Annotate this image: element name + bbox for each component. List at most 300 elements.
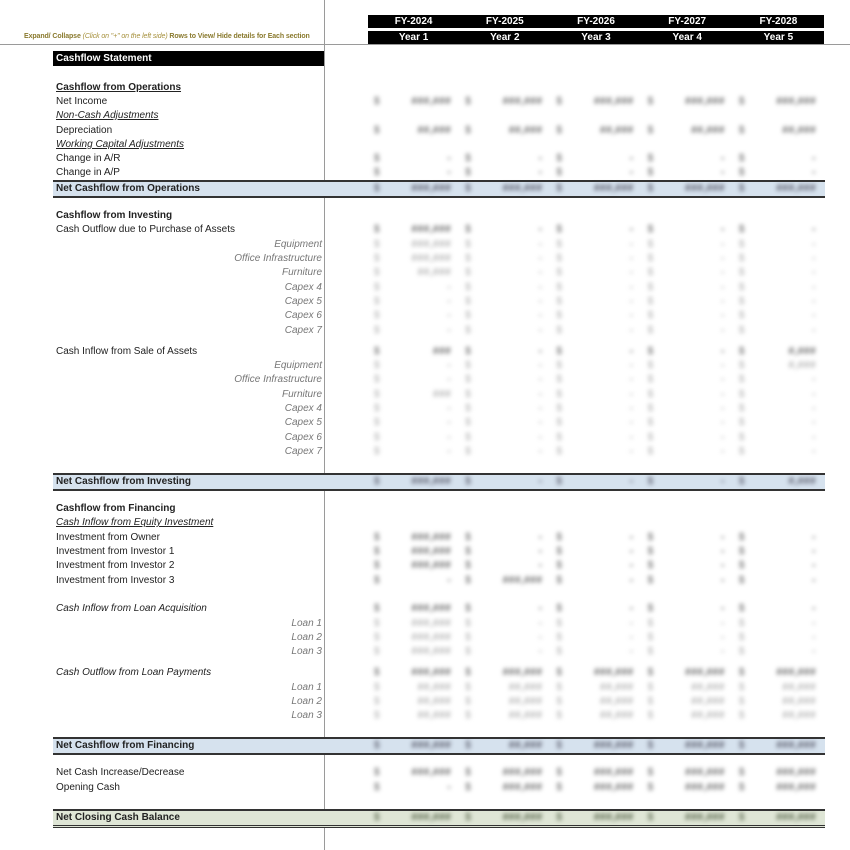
value-cell[interactable] [368, 666, 459, 680]
value-cell[interactable] [459, 559, 550, 573]
value-cell[interactable] [459, 666, 550, 680]
cell-value: ##,### [508, 740, 543, 751]
currency-symbol: $ [738, 239, 745, 250]
value-cell[interactable] [733, 402, 824, 416]
currency-symbol: $ [556, 153, 562, 164]
value-cell[interactable] [550, 559, 641, 573]
value-cell[interactable] [550, 545, 641, 559]
value-cell[interactable] [368, 695, 459, 709]
value-cell[interactable] [733, 266, 824, 280]
value-cell[interactable] [642, 602, 733, 616]
value-cell[interactable] [733, 766, 824, 780]
value-cell[interactable] [642, 402, 733, 416]
value-cell[interactable] [550, 252, 641, 266]
table-row[interactable] [53, 559, 825, 573]
currency-symbol: $ [738, 153, 745, 164]
value-cell[interactable] [642, 182, 733, 196]
value-cell[interactable] [368, 402, 459, 416]
table-row[interactable] [53, 152, 825, 166]
value-cell[interactable] [733, 238, 824, 252]
value-cell[interactable] [733, 388, 824, 402]
value-cell[interactable] [368, 388, 459, 402]
table-row[interactable] [53, 373, 825, 387]
cell-value: - [629, 239, 634, 250]
value-cell[interactable] [550, 95, 641, 109]
value-cell[interactable] [368, 766, 459, 780]
currency-symbol: $ [738, 96, 745, 107]
value-cell[interactable] [550, 281, 641, 295]
value-cell[interactable] [368, 166, 459, 180]
value-cell[interactable] [368, 281, 459, 295]
value-cell[interactable] [368, 345, 459, 359]
value-cell[interactable] [459, 238, 550, 252]
value-cell[interactable] [550, 124, 641, 138]
value-cell[interactable] [459, 545, 550, 559]
value-cell[interactable] [459, 281, 550, 295]
value-cell[interactable] [733, 295, 824, 309]
table-row[interactable] [53, 345, 825, 359]
currency-symbol: $ [647, 153, 654, 164]
cell-value: - [629, 282, 634, 293]
value-cell[interactable] [550, 666, 641, 680]
table-row[interactable] [53, 388, 825, 402]
value-cell[interactable] [459, 602, 550, 616]
value-cell[interactable] [642, 531, 733, 545]
currency-symbol: $ [556, 239, 562, 250]
cell-value: - [629, 575, 634, 586]
fiscal-year-cell: FY-2027 [668, 16, 707, 27]
value-cell[interactable] [733, 695, 824, 709]
value-cell[interactable] [459, 681, 550, 695]
value-cell[interactable] [642, 574, 733, 588]
value-cell[interactable] [550, 681, 641, 695]
value-cell[interactable] [368, 574, 459, 588]
value-cell[interactable] [642, 95, 733, 109]
value-cell[interactable] [368, 739, 459, 753]
value-cell[interactable] [368, 182, 459, 196]
table-row[interactable] [53, 402, 825, 416]
value-cell[interactable] [368, 681, 459, 695]
currency-symbol: $ [374, 224, 380, 235]
section-heading-row[interactable] [53, 138, 825, 152]
value-cell[interactable] [733, 124, 824, 138]
value-cell[interactable] [550, 359, 641, 373]
table-row[interactable] [53, 602, 825, 616]
value-cell[interactable] [733, 602, 824, 616]
table-row[interactable] [53, 631, 825, 645]
value-cell[interactable] [459, 695, 550, 709]
cell-value: - [720, 546, 725, 557]
value-cell[interactable] [550, 531, 641, 545]
table-row[interactable] [53, 531, 825, 545]
value-cell[interactable] [733, 531, 824, 545]
value-cell[interactable] [733, 475, 824, 489]
value-cell[interactable] [733, 431, 824, 445]
value-cell[interactable] [642, 811, 733, 825]
value-cell[interactable] [459, 781, 550, 795]
cell-value: - [720, 403, 725, 414]
currency-symbol: $ [647, 282, 654, 293]
value-cell[interactable] [368, 602, 459, 616]
value-cell[interactable] [368, 295, 459, 309]
value-cell[interactable] [733, 359, 824, 373]
value-cell[interactable] [459, 631, 550, 645]
table-row[interactable] [53, 781, 825, 795]
value-cell[interactable] [733, 223, 824, 237]
value-cell[interactable] [550, 739, 641, 753]
cell-value: - [812, 253, 817, 264]
value-cell[interactable] [550, 431, 641, 445]
value-cell[interactable] [459, 359, 550, 373]
table-row[interactable] [53, 695, 825, 709]
value-cell[interactable] [368, 445, 459, 459]
value-cell[interactable] [459, 324, 550, 338]
value-cell[interactable] [368, 324, 459, 338]
value-cell[interactable] [550, 416, 641, 430]
value-cell[interactable] [550, 631, 641, 645]
value-cell[interactable] [642, 309, 733, 323]
cell-value: - [629, 532, 634, 543]
table-row[interactable] [53, 617, 825, 631]
value-cell[interactable] [550, 324, 641, 338]
row-label: Office Infrastructure [234, 374, 322, 385]
value-cell[interactable] [459, 223, 550, 237]
value-cell[interactable] [733, 709, 824, 723]
value-cell[interactable] [642, 252, 733, 266]
row-values [368, 617, 824, 631]
total-row[interactable] [53, 473, 825, 491]
value-cell[interactable] [550, 388, 641, 402]
table-row[interactable] [53, 545, 825, 559]
section-heading-row[interactable] [53, 209, 825, 223]
value-cell[interactable] [642, 223, 733, 237]
value-cell[interactable] [733, 545, 824, 559]
cell-value: - [812, 403, 817, 414]
value-cell[interactable] [733, 345, 824, 359]
value-cell[interactable] [733, 252, 824, 266]
currency-symbol: $ [647, 560, 654, 571]
value-cell[interactable] [550, 695, 641, 709]
row-values [368, 645, 824, 659]
value-cell[interactable] [642, 324, 733, 338]
value-cell[interactable] [642, 559, 733, 573]
value-cell[interactable] [368, 617, 459, 631]
value-cell[interactable] [459, 345, 550, 359]
cell-value: - [720, 267, 725, 278]
value-cell[interactable] [368, 266, 459, 280]
cell-value: - [720, 374, 725, 385]
cell-value: ###,### [411, 618, 452, 629]
value-cell[interactable] [368, 475, 459, 489]
value-cell[interactable] [459, 709, 550, 723]
value-cell[interactable] [368, 545, 459, 559]
currency-symbol: $ [374, 603, 380, 614]
table-row[interactable] [53, 666, 825, 680]
value-cell[interactable] [459, 95, 550, 109]
total-row[interactable] [53, 180, 825, 198]
total-row[interactable] [53, 737, 825, 755]
value-cell[interactable] [459, 617, 550, 631]
cell-value: - [538, 239, 543, 250]
value-cell[interactable] [368, 531, 459, 545]
currency-symbol: $ [647, 546, 654, 557]
table-row[interactable] [53, 124, 825, 138]
value-cell[interactable] [368, 252, 459, 266]
table-row[interactable] [53, 238, 825, 252]
cell-value: ###,### [685, 740, 725, 751]
table-row[interactable] [53, 709, 825, 723]
value-cell[interactable] [642, 475, 733, 489]
value-cell[interactable] [368, 124, 459, 138]
value-cell[interactable] [642, 781, 733, 795]
value-cell[interactable] [550, 602, 641, 616]
value-cell[interactable] [642, 345, 733, 359]
value-cell[interactable] [368, 152, 459, 166]
value-cell[interactable] [642, 695, 733, 709]
value-cell[interactable] [459, 373, 550, 387]
currency-symbol: $ [647, 183, 654, 194]
row-label: Cashflow from Operations [56, 82, 182, 93]
value-cell[interactable] [733, 95, 824, 109]
value-cell[interactable] [368, 559, 459, 573]
currency-symbol: $ [556, 618, 562, 629]
currency-symbol: $ [465, 183, 471, 194]
value-cell[interactable] [368, 709, 459, 723]
currency-symbol: $ [465, 374, 471, 385]
currency-symbol: $ [465, 710, 471, 721]
value-cell[interactable] [733, 445, 824, 459]
value-cell[interactable] [550, 166, 641, 180]
value-cell[interactable] [733, 166, 824, 180]
value-cell[interactable] [642, 152, 733, 166]
cell-value: - [538, 432, 543, 443]
total-row[interactable] [53, 809, 825, 828]
value-cell[interactable] [459, 295, 550, 309]
value-cell[interactable] [368, 781, 459, 795]
value-cell[interactable] [459, 152, 550, 166]
section-heading-row[interactable] [53, 502, 825, 516]
table-row[interactable] [53, 295, 825, 309]
value-cell[interactable] [459, 166, 550, 180]
value-cell[interactable] [642, 166, 733, 180]
value-cell[interactable] [368, 309, 459, 323]
currency-symbol: $ [647, 767, 654, 778]
value-cell[interactable] [733, 152, 824, 166]
currency-symbol: $ [465, 682, 471, 693]
cell-value: - [812, 282, 817, 293]
value-cell[interactable] [642, 359, 733, 373]
value-cell[interactable] [642, 645, 733, 659]
currency-symbol: $ [738, 267, 745, 278]
value-cell[interactable] [550, 709, 641, 723]
value-cell[interactable] [642, 666, 733, 680]
value-cell[interactable] [733, 574, 824, 588]
value-cell[interactable] [550, 617, 641, 631]
cell-value: ##,### [691, 125, 725, 136]
value-cell[interactable] [368, 645, 459, 659]
value-cell[interactable] [733, 666, 824, 680]
value-cell[interactable] [733, 681, 824, 695]
value-cell[interactable] [733, 281, 824, 295]
cell-value: - [720, 646, 725, 657]
cell-value: - [812, 632, 817, 643]
currency-symbol: $ [738, 546, 745, 557]
value-cell[interactable] [642, 124, 733, 138]
value-cell[interactable] [642, 266, 733, 280]
value-cell[interactable] [642, 766, 733, 780]
value-cell[interactable] [642, 373, 733, 387]
value-cell[interactable] [642, 681, 733, 695]
value-cell[interactable] [459, 739, 550, 753]
cell-value: - [720, 603, 725, 614]
value-cell[interactable] [459, 445, 550, 459]
value-cell[interactable] [459, 574, 550, 588]
value-cell[interactable] [459, 431, 550, 445]
currency-symbol: $ [738, 476, 745, 487]
value-cell[interactable] [550, 475, 641, 489]
value-cell[interactable] [459, 252, 550, 266]
value-cell[interactable] [459, 124, 550, 138]
value-cell[interactable] [733, 811, 824, 825]
value-cell[interactable] [550, 402, 641, 416]
value-cell[interactable] [733, 373, 824, 387]
header-divider [0, 44, 850, 45]
value-cell[interactable] [550, 152, 641, 166]
value-cell[interactable] [550, 309, 641, 323]
currency-symbol: $ [647, 603, 654, 614]
value-cell[interactable] [368, 431, 459, 445]
value-cell[interactable] [642, 617, 733, 631]
value-cell[interactable] [642, 631, 733, 645]
value-cell[interactable] [459, 475, 550, 489]
value-cell[interactable] [550, 781, 641, 795]
value-cell[interactable] [642, 295, 733, 309]
table-row[interactable] [53, 445, 825, 459]
value-cell[interactable] [550, 445, 641, 459]
value-cell[interactable] [642, 238, 733, 252]
value-cell[interactable] [550, 766, 641, 780]
value-cell[interactable] [368, 631, 459, 645]
value-cell[interactable] [733, 631, 824, 645]
value-cell[interactable] [733, 781, 824, 795]
currency-symbol: $ [465, 239, 471, 250]
value-cell[interactable] [733, 324, 824, 338]
cell-value: - [629, 360, 634, 371]
table-row[interactable] [53, 416, 825, 430]
value-cell[interactable] [459, 402, 550, 416]
value-cell[interactable] [459, 182, 550, 196]
currency-symbol: $ [374, 346, 380, 357]
currency-symbol: $ [647, 417, 654, 428]
value-cell[interactable] [550, 238, 641, 252]
value-cell[interactable] [550, 645, 641, 659]
value-cell[interactable] [642, 416, 733, 430]
value-cell[interactable] [733, 645, 824, 659]
value-cell[interactable] [368, 95, 459, 109]
section-heading-row[interactable] [53, 81, 825, 95]
value-cell[interactable] [642, 281, 733, 295]
value-cell[interactable] [733, 559, 824, 573]
value-cell[interactable] [550, 811, 641, 825]
value-cell[interactable] [459, 531, 550, 545]
currency-symbol: $ [556, 603, 562, 614]
table-row[interactable] [53, 266, 825, 280]
value-cell[interactable] [459, 766, 550, 780]
value-cell[interactable] [642, 709, 733, 723]
value-cell[interactable] [550, 266, 641, 280]
table-row[interactable] [53, 574, 825, 588]
table-row[interactable] [53, 281, 825, 295]
hint-suffix: Rows to View/ Hide details for Each section [169, 33, 310, 40]
table-row[interactable] [53, 95, 825, 109]
value-cell[interactable] [368, 373, 459, 387]
value-cell[interactable] [459, 266, 550, 280]
value-cell[interactable] [459, 388, 550, 402]
section-heading-row[interactable] [53, 109, 825, 123]
value-cell[interactable] [550, 182, 641, 196]
value-cell[interactable] [642, 431, 733, 445]
table-row[interactable] [53, 359, 825, 373]
table-row[interactable] [53, 252, 825, 266]
row-label: Net Cashflow from Operations [56, 183, 200, 194]
table-row[interactable] [53, 324, 825, 338]
table-row[interactable] [53, 431, 825, 445]
value-cell[interactable] [550, 295, 641, 309]
cell-value: ##,### [782, 710, 817, 721]
currency-symbol: $ [465, 532, 471, 543]
value-cell[interactable] [642, 388, 733, 402]
cell-value: #,### [788, 346, 817, 357]
value-cell[interactable] [550, 574, 641, 588]
value-cell[interactable] [459, 416, 550, 430]
value-cell[interactable] [368, 238, 459, 252]
table-row[interactable] [53, 223, 825, 237]
value-cell[interactable] [733, 739, 824, 753]
value-cell[interactable] [368, 416, 459, 430]
value-cell[interactable] [642, 545, 733, 559]
table-row[interactable] [53, 645, 825, 659]
currency-symbol: $ [647, 682, 654, 693]
value-cell[interactable] [368, 811, 459, 825]
value-cell[interactable] [733, 416, 824, 430]
value-cell[interactable] [733, 182, 824, 196]
section-heading-row[interactable] [53, 516, 825, 530]
table-row[interactable] [53, 681, 825, 695]
table-row[interactable] [53, 766, 825, 780]
value-cell[interactable] [642, 445, 733, 459]
cell-value: ### [433, 389, 452, 400]
value-cell[interactable] [459, 645, 550, 659]
currency-symbol: $ [465, 546, 471, 557]
currency-symbol: $ [738, 446, 745, 457]
value-cell[interactable] [550, 345, 641, 359]
value-cell[interactable] [459, 811, 550, 825]
table-row[interactable] [53, 309, 825, 323]
cell-value: - [538, 403, 543, 414]
value-cell[interactable] [368, 359, 459, 373]
value-cell[interactable] [550, 223, 641, 237]
row-label: Office Infrastructure [234, 253, 322, 264]
value-cell[interactable] [459, 309, 550, 323]
value-cell[interactable] [642, 739, 733, 753]
currency-symbol: $ [647, 125, 654, 136]
table-row[interactable] [53, 166, 825, 180]
value-cell[interactable] [733, 309, 824, 323]
value-cell[interactable] [550, 373, 641, 387]
value-cell[interactable] [368, 223, 459, 237]
currency-symbol: $ [647, 575, 654, 586]
value-cell[interactable] [733, 617, 824, 631]
